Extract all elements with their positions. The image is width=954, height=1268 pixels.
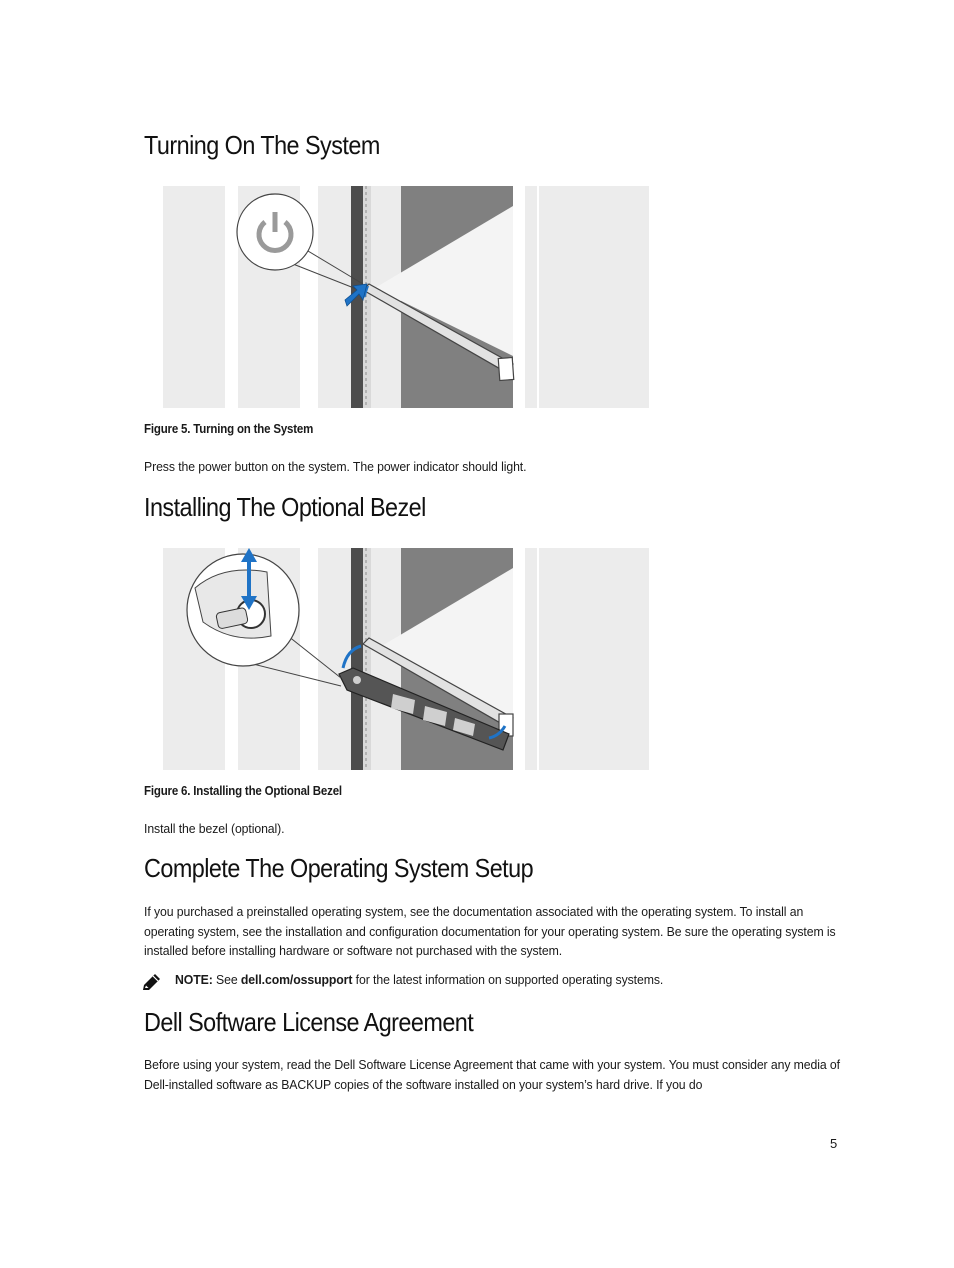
license-body: Before using your system, read the Dell Software License Agreement that came with your system. You must consider any media of Dell-installed software as BACKUP copies of the software installed on your system’s hard drive. If you do xyxy=(144,1057,840,1092)
ossupport-link[interactable]: dell.com/ossupport xyxy=(240,972,353,987)
pencil-note-icon xyxy=(140,972,162,992)
figure-5-caption: Figure 5. Turning on the System xyxy=(144,422,314,436)
note-prefix: See xyxy=(216,972,238,987)
heading-license-agreement: Dell Software License Agreement xyxy=(144,1007,474,1037)
figure-turning-on-system xyxy=(163,186,649,408)
note-suffix: for the latest information on supported operating systems. xyxy=(355,972,664,987)
heading-os-setup: Complete The Operating System Setup xyxy=(144,853,534,883)
turning-on-body: Press the power button on the system. The power indicator should light. xyxy=(144,459,527,474)
heading-optional-bezel: Installing The Optional Bezel xyxy=(144,492,426,522)
os-setup-body: If you purchased a preinstalled operating system, see the documentation associated with the operating system. To install an operating system, see the installation and configuration documentation for your operating system. Be sure the operating system is installed before installing hardware or software not purchased with the system. xyxy=(144,904,836,959)
bezel-body: Install the bezel (optional). xyxy=(144,821,285,836)
page-number: 5 xyxy=(830,1136,838,1151)
figure-6-caption: Figure 6. Installing the Optional Bezel xyxy=(144,784,342,798)
note-label: NOTE: xyxy=(175,972,213,987)
heading-turning-on: Turning On The System xyxy=(144,130,380,160)
figure-installing-bezel xyxy=(163,548,649,770)
